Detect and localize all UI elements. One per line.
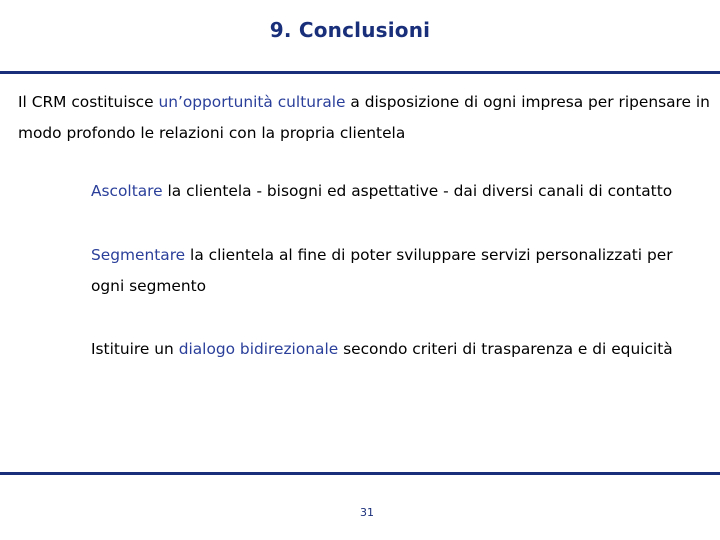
point-text: la clientela - bisogni ed aspettative - dai diversi canali di contatto: [162, 182, 673, 200]
point-text: secondo criteri di trasparenza e di equicità: [338, 340, 673, 358]
point-text: la clientela al fine di poter sviluppare servizi personalizzati per ogni segmento: [91, 246, 673, 295]
point-prefix: Istituire un: [91, 340, 179, 358]
intro-highlight: un’opportunità culturale: [158, 93, 346, 111]
point-ascoltare: [91, 176, 701, 207]
slide-title: 9. Conclusioni: [269, 18, 431, 42]
bottom-divider: [0, 472, 720, 475]
page-number: 31: [360, 506, 374, 519]
point-highlight: Segmentare: [91, 246, 186, 264]
point-highlight: Ascoltare: [91, 182, 163, 200]
intro-text-before: Il CRM costituisce: [18, 93, 159, 111]
point-highlight: dialogo bidirezionale: [178, 340, 339, 358]
intro-text-after: a disposizione di ogni impresa per ripensare in modo profondo le relazioni con la propria clientela: [18, 93, 710, 142]
intro-paragraph: [18, 87, 718, 149]
point-istituire: [91, 334, 701, 365]
point-segmentare: [91, 240, 701, 302]
top-divider: [0, 71, 720, 74]
